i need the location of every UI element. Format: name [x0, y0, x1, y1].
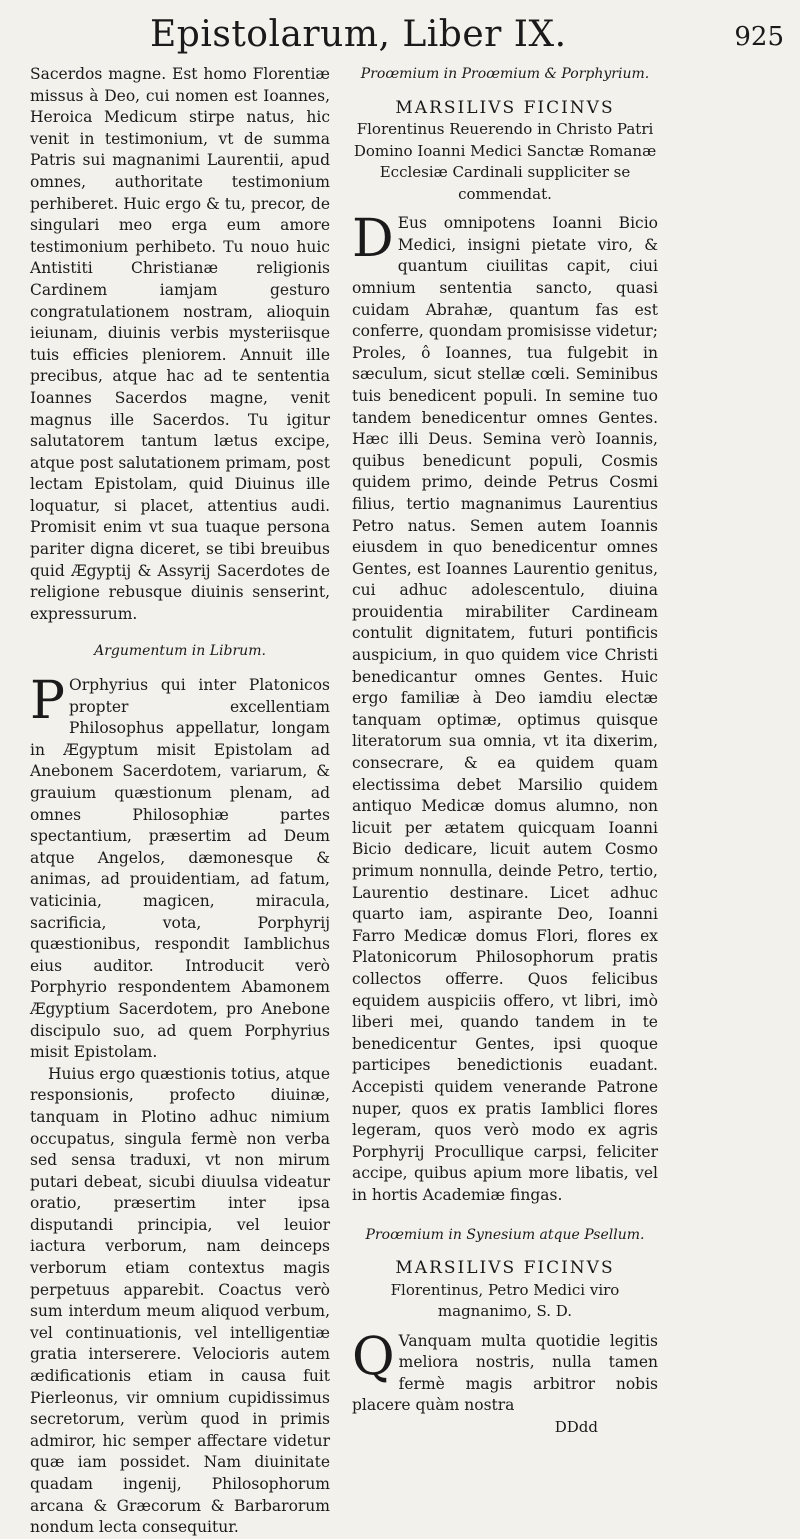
proemium-paragraph-2 [352, 1326, 658, 1417]
left-column [30, 64, 330, 1539]
right-column [352, 64, 658, 1439]
drop-cap-q: Q [352, 1326, 395, 1387]
argument-heading: Argumentum in Librum. [94, 643, 266, 660]
page-title: Epistolarum, Liber IX. [150, 14, 567, 55]
argument-text: Orphyrius qui inter Platonicos propter excellentiam Philosophus appellatur, longam in Ægyptum misit Epistolam ad Anebonem Sacerdotem, variarum, & grauium quæstionum plenam, ad omnes Philosophiæ partes spectantium, præsertim ad Deum atque Angelos, dæmonesque & animas, ad prouidentiam, ad fatum, vaticinia, magicen, miracula, sacrificia, vota, Porphyrij quæstionibus, respondit Iamblichus eius auditor. Introducit verò Porphyrio respondentem Abamonem Ægyptium Sacerdotem, pro Anebone discipulo suo, ad quem Porphyrius misit Epistolam. [30, 676, 330, 1062]
addressee: Florentinus Reuerendo in Christo Patri Domino Ioanni Medici Sanctæ Romanæ Ecclesiæ Cardinali suppliciter se commendat. [353, 120, 657, 203]
author-name: MARSILIVS FICINVS [395, 97, 615, 118]
author-name-2: MARSILIVS FICINVS [395, 1258, 615, 1279]
proemium-text-2: Vanquam multa quotidie legitis meliora nostris, nulla tamen fermè magis arbitror nobis placere quàm nostra [352, 1331, 658, 1415]
letter-closing-text: Sacerdos magne. Est homo Florentiæ missus à Deo, cui nomen est Ioannes, Heroica Medicum stirpe natus, hic venit in testimonium, vt de summa Patris sui magnanimi Laurentii, apud omnes, authoritate testimonium perhiberet. Huic ergo & tu, precor, de singulari meo erga eum amore testimonium perhibeto. Tu nouo huic Antistiti Christianæ religionis Cardinem iamjam gesturo congratulationem nostram, alioquin ieiunam, diuinis verbis mysteriisque tuis efficies pleniorem. Annuit ille precibus, atque hac ad te sententia Ioannes Sacerdos magne, venit magnus ille Sacerdos. Tu igitur salutatorem tantum lætus excipe, atque post salutationem primam, post lectam Epistolam, quid Diuinus ille loquatur, si placet, attentius audi. Promisit enim vt sua tuaque persona pariter digna diceret, se tibi breuibus quid Ægyptij & Assyrij Sacerdotes de religione rebusque diuinis senserint, expressurum. [30, 65, 330, 623]
running-head [0, 14, 800, 62]
argument-paragraph-2: Huius ergo quæstionis totius, atque responsionis, profecto diuinæ, tanquam in Plotino adhuc nimium occupatus, singula fermè non verba sed sensa traduxi, vt non mirum putari debeat, sicubi diuulsa videatur oratio, præsertim inter ipsa disputandi principia, vel leuior iactura verborum, nam deinceps verborum etiam contextus magis perpetuus apparebit. Coactus verò sum interdum meum aliquod verbum, vel continuationis, vel intelligentiæ gratia interserere. Velocioris autem ædificationis etiam in causa fuit Pierleonus, vir omnium cupidissimus secretorum, verùm quod in primis admiror, hic semper affectare videtur quæ iam possidet. Nam diuinitate quadam ingenij, Philosophorum arcana & Græcorum & Barbarorum nondum lecta consequitur. [30, 1064, 330, 1537]
proemium-heading-2: Proœmium in Synesium atque Psellum. [365, 1226, 645, 1243]
proemium-text: Eus omnipotens Ioanni Bicio Medici, insigni pietate viro, & quantum ciuilitas capit, ciui omnium sententia sancto, quasi cuidam Abrahæ, quantum fas est conferre, quondam promisisse videtur; Proles, ô Ioannes, tua fulgebit in sæculum, sicut stellæ cœli. Seminibus tuis benedicent populi. In semine tuo tandem benedicentur omnes Gentes. Hæc illi Deus. Semina verò Ioannis, quibus benedicunt populi, Cosmis quidem primo, deinde Petrus Cosmi filius, tertio magnanimus Laurentius Petro natus. Semen autem Ioannis eiusdem in quo benedicentur omnes Gentes, est Ioannes Laurentio genitus, cui adhuc adolescentulo, diuina prouidentia mirabiliter Cardineam contulit dignitatem, futuri pontificis auspicium, in quo quidem vice Christi benedicantur omnes Gentes. Huic ergo familiæ à Deo iamdiu electæ tanquam optimæ, optimus quisque literatorum sua omnia, vt ita dixerim, consecrare, & ea quidem quam electissima debet Marsilio quidem antiquo Medicæ domus alumno, non licuit per ætatem quicquam Ioanni Bicio dedicare, licuit autem Cosmo primum nonnulla, deinde Petro, tertio, Laurentio destinare. Licet adhuc quarto iam, aspirante Deo, Ioanni Farro Medicæ domus Flori, flores ex Platonicorum Philosophorum pratis collectos offerre. Quos felicibus equidem auspiciis offero, vt libri, imò liberi mei, quando tandem in te benedicentur Gentes, ipsi quoque participes benedictionis euadant. Accepisti quidem venerande Patrone nuper, quos ex pratis Iamblici flores legeram, quos verò modo ex agris Porphyrij Procullique carpsi, feliciter accipe, quibus apium more libatis, vel in hortis Academiæ fingas. [352, 214, 658, 1204]
proemium-heading: Proœmium in Proœmium & Porphyrium. [360, 66, 650, 82]
argument-paragraph [30, 671, 330, 1064]
proemium-paragraph [352, 209, 658, 1206]
page-number: 925 [734, 22, 784, 52]
drop-cap-p: P [30, 671, 65, 732]
drop-cap-d: D [352, 209, 394, 270]
addressee-2: Florentinus, Petro Medici viro magnanimo, S. D. [390, 1280, 620, 1321]
signature-mark: DDdd [554, 1418, 598, 1437]
